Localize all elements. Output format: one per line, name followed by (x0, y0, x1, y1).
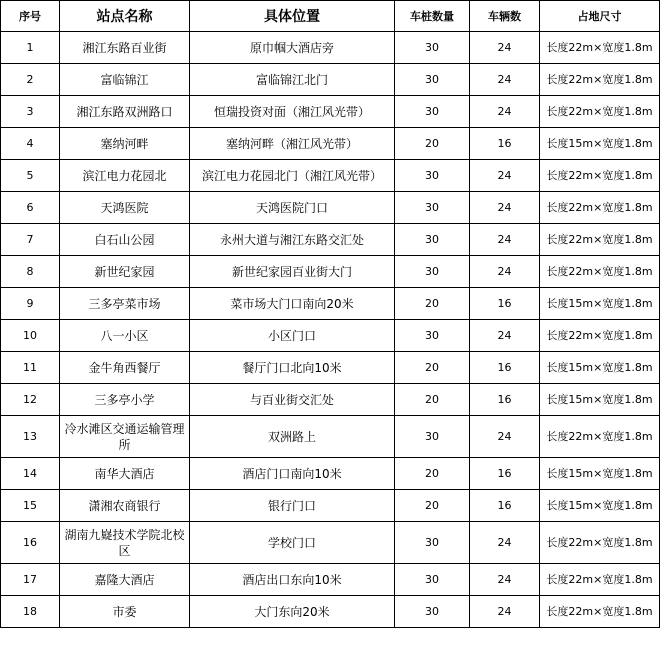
cell-piles: 30 (395, 64, 470, 96)
cell-size: 长度15m×宽度1.8m (540, 352, 660, 384)
cell-size: 长度15m×宽度1.8m (540, 490, 660, 522)
cell-size: 长度22m×宽度1.8m (540, 224, 660, 256)
cell-name: 嘉隆大酒店 (60, 564, 190, 596)
cell-vehicles: 24 (470, 416, 540, 458)
cell-location: 小区门口 (190, 320, 395, 352)
cell-piles: 20 (395, 352, 470, 384)
cell-location: 银行门口 (190, 490, 395, 522)
cell-vehicles: 24 (470, 256, 540, 288)
table-row (1, 564, 660, 596)
cell-name: 湘江东路百业街 (60, 32, 190, 64)
cell-location: 永州大道与湘江东路交汇处 (190, 224, 395, 256)
cell-size: 长度22m×宽度1.8m (540, 256, 660, 288)
cell-vehicles: 24 (470, 596, 540, 628)
cell-size: 长度15m×宽度1.8m (540, 384, 660, 416)
cell-name: 湘江东路双洲路口 (60, 96, 190, 128)
cell-name: 新世纪家园 (60, 256, 190, 288)
cell-vehicles: 16 (470, 384, 540, 416)
cell-location: 天鸿医院门口 (190, 192, 395, 224)
cell-size: 长度22m×宽度1.8m (540, 596, 660, 628)
cell-vehicles: 24 (470, 192, 540, 224)
cell-vehicles: 24 (470, 64, 540, 96)
table-row (1, 288, 660, 320)
cell-no: 11 (1, 352, 60, 384)
table-row (1, 32, 660, 64)
cell-piles: 20 (395, 128, 470, 160)
cell-location: 双洲路上 (190, 416, 395, 458)
cell-vehicles: 24 (470, 320, 540, 352)
header-location: 具体位置 (190, 1, 395, 32)
header-size: 占地尺寸 (540, 1, 660, 32)
cell-vehicles: 24 (470, 522, 540, 564)
cell-piles: 20 (395, 490, 470, 522)
cell-piles: 30 (395, 192, 470, 224)
cell-vehicles: 24 (470, 224, 540, 256)
cell-size: 长度15m×宽度1.8m (540, 458, 660, 490)
header-name: 站点名称 (60, 1, 190, 32)
cell-size: 长度22m×宽度1.8m (540, 96, 660, 128)
cell-vehicles: 16 (470, 128, 540, 160)
cell-size: 长度22m×宽度1.8m (540, 320, 660, 352)
cell-vehicles: 24 (470, 32, 540, 64)
cell-piles: 30 (395, 96, 470, 128)
cell-name: 塞纳河畔 (60, 128, 190, 160)
cell-name: 湖南九嶷技术学院北校区 (60, 522, 190, 564)
cell-size: 长度15m×宽度1.8m (540, 288, 660, 320)
cell-no: 18 (1, 596, 60, 628)
cell-name: 潇湘农商银行 (60, 490, 190, 522)
cell-vehicles: 24 (470, 96, 540, 128)
cell-no: 7 (1, 224, 60, 256)
cell-name: 冷水滩区交通运输管理所 (60, 416, 190, 458)
cell-piles: 30 (395, 320, 470, 352)
table-row (1, 384, 660, 416)
cell-vehicles: 24 (470, 160, 540, 192)
table-row (1, 490, 660, 522)
cell-piles: 20 (395, 458, 470, 490)
cell-location: 与百业街交汇处 (190, 384, 395, 416)
cell-name: 白石山公园 (60, 224, 190, 256)
cell-no: 4 (1, 128, 60, 160)
cell-piles: 30 (395, 160, 470, 192)
header-piles: 车桩数量 (395, 1, 470, 32)
cell-no: 2 (1, 64, 60, 96)
table-row (1, 256, 660, 288)
cell-location: 滨江电力花园北门（湘江风光带） (190, 160, 395, 192)
cell-no: 16 (1, 522, 60, 564)
cell-piles: 30 (395, 522, 470, 564)
cell-piles: 30 (395, 564, 470, 596)
table-row (1, 352, 660, 384)
cell-no: 14 (1, 458, 60, 490)
cell-location: 恒瑞投资对面（湘江风光带） (190, 96, 395, 128)
cell-location: 学校门口 (190, 522, 395, 564)
cell-no: 6 (1, 192, 60, 224)
cell-no: 10 (1, 320, 60, 352)
table-row (1, 224, 660, 256)
cell-no: 3 (1, 96, 60, 128)
cell-size: 长度22m×宽度1.8m (540, 32, 660, 64)
table-row (1, 596, 660, 628)
cell-location: 菜市场大门口南向20米 (190, 288, 395, 320)
table-row (1, 128, 660, 160)
table-row (1, 522, 660, 564)
cell-name: 三多亭小学 (60, 384, 190, 416)
cell-vehicles: 16 (470, 490, 540, 522)
cell-vehicles: 16 (470, 288, 540, 320)
header-vehicles: 车辆数 (470, 1, 540, 32)
cell-no: 13 (1, 416, 60, 458)
cell-no: 12 (1, 384, 60, 416)
cell-name: 金牛角西餐厅 (60, 352, 190, 384)
cell-location: 餐厅门口北向10米 (190, 352, 395, 384)
table-row (1, 320, 660, 352)
cell-piles: 30 (395, 224, 470, 256)
cell-location: 富临锦江北门 (190, 64, 395, 96)
cell-no: 1 (1, 32, 60, 64)
cell-size: 长度15m×宽度1.8m (540, 128, 660, 160)
table-row (1, 458, 660, 490)
cell-location: 酒店出口东向10米 (190, 564, 395, 596)
cell-vehicles: 16 (470, 352, 540, 384)
cell-vehicles: 16 (470, 458, 540, 490)
cell-size: 长度22m×宽度1.8m (540, 64, 660, 96)
table-row (1, 64, 660, 96)
table-row (1, 96, 660, 128)
cell-name: 八一小区 (60, 320, 190, 352)
cell-piles: 20 (395, 384, 470, 416)
cell-name: 滨江电力花园北 (60, 160, 190, 192)
cell-location: 酒店门口南向10米 (190, 458, 395, 490)
cell-piles: 20 (395, 288, 470, 320)
cell-name: 天鸿医院 (60, 192, 190, 224)
cell-no: 17 (1, 564, 60, 596)
table-row (1, 192, 660, 224)
cell-size: 长度22m×宽度1.8m (540, 192, 660, 224)
cell-name: 南华大酒店 (60, 458, 190, 490)
cell-no: 5 (1, 160, 60, 192)
cell-size: 长度22m×宽度1.8m (540, 160, 660, 192)
cell-location: 大门东向20米 (190, 596, 395, 628)
cell-name: 富临锦江 (60, 64, 190, 96)
cell-piles: 30 (395, 32, 470, 64)
cell-size: 长度22m×宽度1.8m (540, 564, 660, 596)
cell-size: 长度22m×宽度1.8m (540, 416, 660, 458)
cell-no: 15 (1, 490, 60, 522)
cell-name: 市委 (60, 596, 190, 628)
table-row (1, 160, 660, 192)
table-body (1, 32, 660, 628)
table-row (1, 416, 660, 458)
header-row (1, 1, 660, 32)
cell-vehicles: 24 (470, 564, 540, 596)
cell-size: 长度22m×宽度1.8m (540, 522, 660, 564)
cell-piles: 30 (395, 416, 470, 458)
cell-name: 三多亭菜市场 (60, 288, 190, 320)
cell-no: 8 (1, 256, 60, 288)
cell-location: 新世纪家园百业街大门 (190, 256, 395, 288)
cell-piles: 30 (395, 596, 470, 628)
header-no: 序号 (1, 1, 60, 32)
cell-no: 9 (1, 288, 60, 320)
cell-piles: 30 (395, 256, 470, 288)
cell-location: 原巾帼大酒店旁 (190, 32, 395, 64)
cell-location: 塞纳河畔（湘江风光带） (190, 128, 395, 160)
